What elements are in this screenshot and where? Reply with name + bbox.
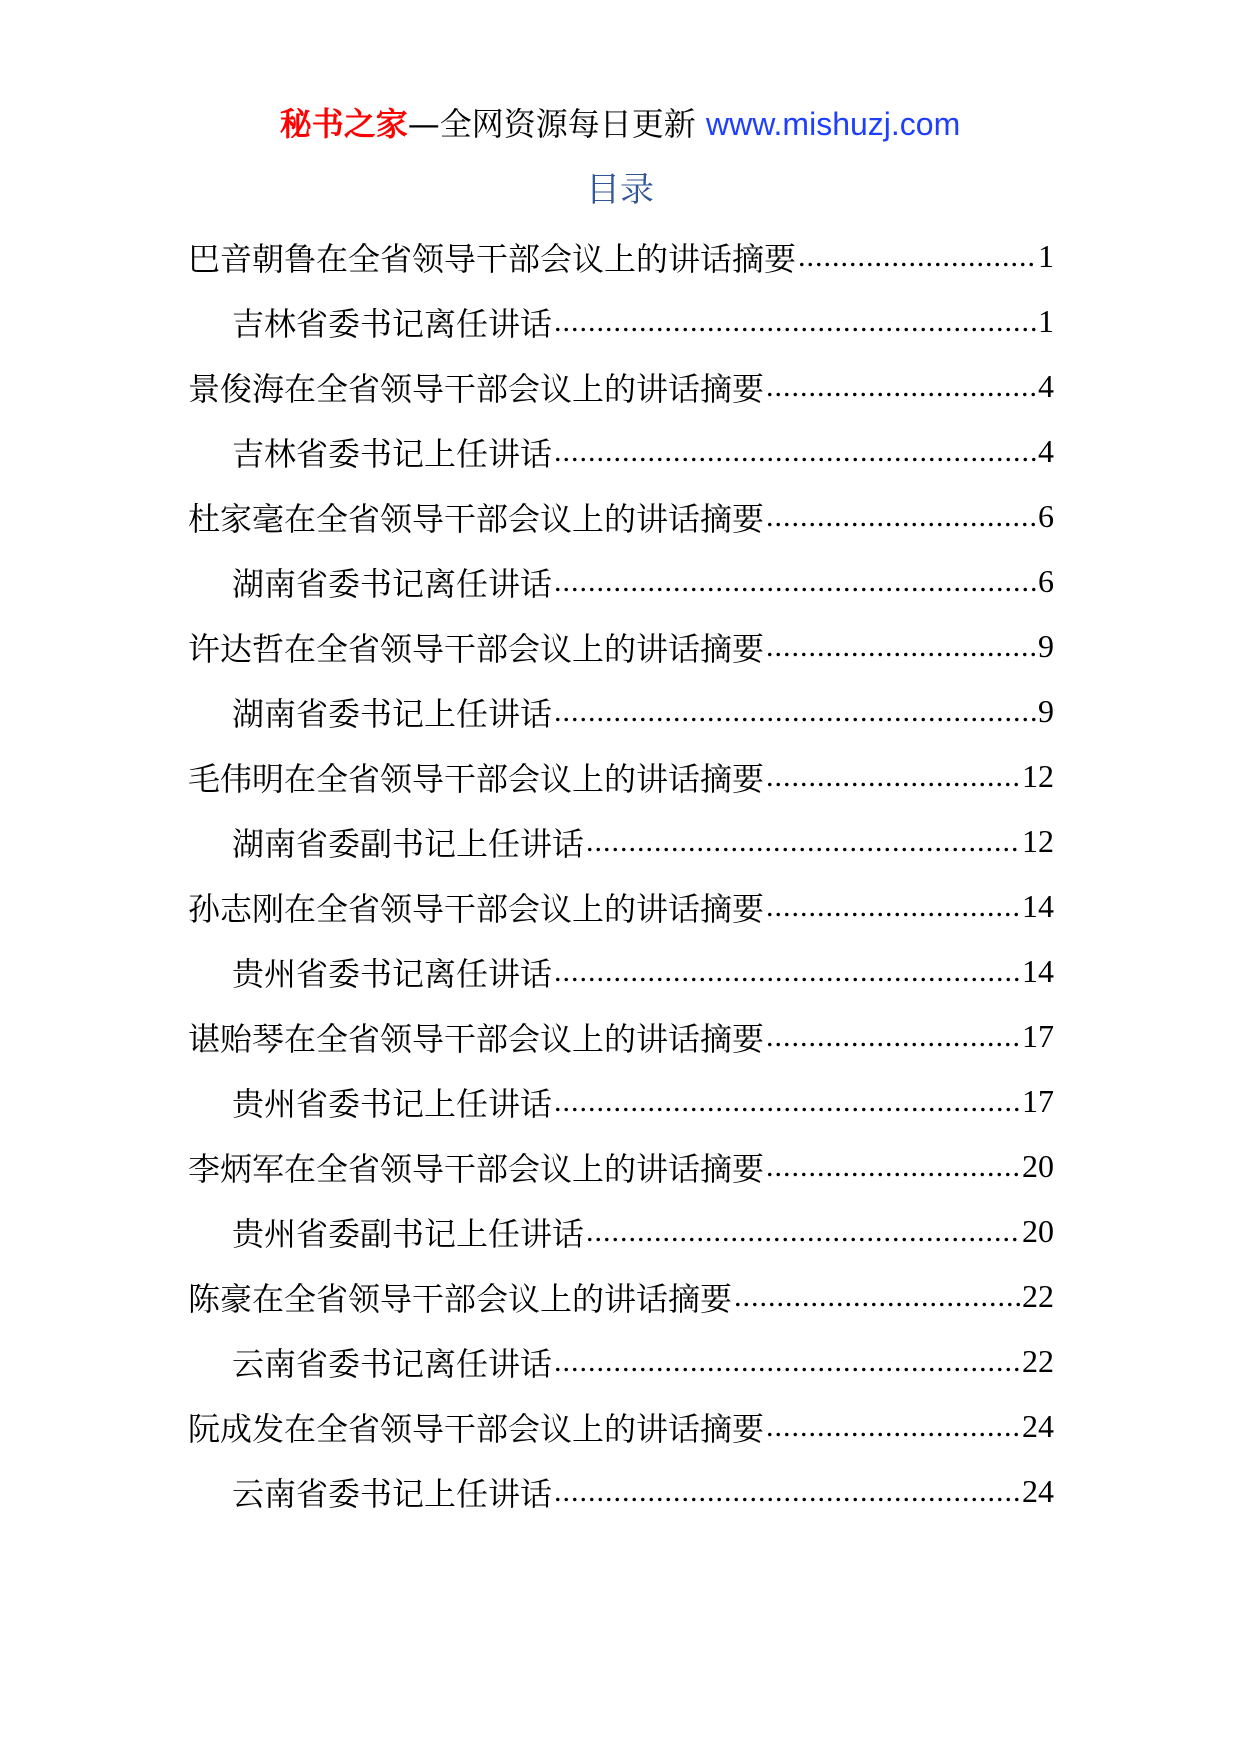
toc-entry-label: 湖南省委副书记上任讲话 xyxy=(232,824,585,863)
toc-entry-label: 吉林省委书记上任讲话 xyxy=(232,434,553,473)
toc-subentry[interactable] xyxy=(188,289,1054,354)
toc-subentry[interactable] xyxy=(188,679,1054,744)
toc-dot-leader xyxy=(586,825,1020,859)
toc-page-number: 4 xyxy=(1038,368,1054,404)
header-tagline: —全网资源每日更新 xyxy=(407,105,706,143)
toc-title: 目录 xyxy=(586,170,654,210)
toc-entry[interactable] xyxy=(188,1394,1054,1459)
toc-subentry[interactable] xyxy=(188,1069,1054,1134)
toc-page-number: 17 xyxy=(1022,1018,1054,1054)
toc-page-number: 9 xyxy=(1038,628,1054,664)
toc-entry-label: 孙志刚在全省领导干部会议上的讲话摘要 xyxy=(188,889,765,928)
toc-entry-label: 谌贻琴在全省领导干部会议上的讲话摘要 xyxy=(188,1019,765,1058)
toc-dot-leader xyxy=(766,1150,1020,1184)
toc-page-number: 17 xyxy=(1022,1083,1054,1119)
toc-entry[interactable] xyxy=(188,1134,1054,1199)
toc-entry-label: 巴音朝鲁在全省领导干部会议上的讲话摘要 xyxy=(188,239,797,278)
toc-page-number: 22 xyxy=(1022,1343,1054,1379)
page-header xyxy=(0,100,1240,148)
toc-page-number: 6 xyxy=(1038,498,1054,534)
toc-entry[interactable] xyxy=(188,224,1054,289)
toc-entry-label: 湖南省委书记离任讲话 xyxy=(232,564,553,603)
toc-page-number: 1 xyxy=(1038,303,1054,339)
toc-entry-label: 云南省委书记离任讲话 xyxy=(232,1344,553,1383)
toc-page-number: 12 xyxy=(1022,823,1054,859)
toc-subentry[interactable] xyxy=(188,1459,1054,1524)
toc-dot-leader xyxy=(554,1085,1020,1119)
toc-dot-leader xyxy=(766,1410,1020,1444)
toc-entry-label: 阮成发在全省领导干部会议上的讲话摘要 xyxy=(188,1409,765,1448)
toc-dot-leader xyxy=(798,240,1036,274)
toc-entry[interactable] xyxy=(188,614,1054,679)
toc-entry-label: 李炳军在全省领导干部会议上的讲话摘要 xyxy=(188,1149,765,1188)
toc-entry-label: 许达哲在全省领导干部会议上的讲话摘要 xyxy=(188,629,765,668)
toc-entry[interactable] xyxy=(188,744,1054,809)
toc-page-number: 20 xyxy=(1022,1213,1054,1249)
toc-dot-leader xyxy=(554,435,1036,469)
toc-entry-label: 景俊海在全省领导干部会议上的讲话摘要 xyxy=(188,369,765,408)
toc-entry-label: 吉林省委书记离任讲话 xyxy=(232,304,553,343)
toc-subentry[interactable] xyxy=(188,939,1054,1004)
toc-page-number: 14 xyxy=(1022,888,1054,924)
toc-dot-leader xyxy=(766,500,1036,534)
toc-entry-label: 贵州省委副书记上任讲话 xyxy=(232,1214,585,1253)
toc-entry[interactable] xyxy=(188,1004,1054,1069)
toc-dot-leader xyxy=(554,955,1020,989)
toc-entry[interactable] xyxy=(188,484,1054,549)
site-url-link[interactable]: www.mishuzj.com xyxy=(705,106,961,142)
toc-entry[interactable] xyxy=(188,354,1054,419)
toc-entry-label: 贵州省委书记离任讲话 xyxy=(232,954,553,993)
toc-dot-leader xyxy=(554,695,1036,729)
toc-dot-leader xyxy=(554,1345,1020,1379)
toc-page-number: 14 xyxy=(1022,953,1054,989)
toc-subentry[interactable] xyxy=(188,1329,1054,1394)
toc-entry[interactable] xyxy=(188,874,1054,939)
toc-entry-label: 湖南省委书记上任讲话 xyxy=(232,694,553,733)
toc-entry[interactable] xyxy=(188,1264,1054,1329)
toc-page-number: 20 xyxy=(1022,1148,1054,1184)
toc-entry-label: 贵州省委书记上任讲话 xyxy=(232,1084,553,1123)
toc-page-number: 22 xyxy=(1022,1278,1054,1314)
toc-page-number: 6 xyxy=(1038,563,1054,599)
toc-dot-leader xyxy=(554,565,1036,599)
toc-dot-leader xyxy=(766,890,1020,924)
toc-dot-leader xyxy=(586,1215,1020,1249)
toc-page-number: 4 xyxy=(1038,433,1054,469)
toc-dot-leader xyxy=(766,1020,1020,1054)
toc-subentry[interactable] xyxy=(188,809,1054,874)
brand-name: 秘书之家 xyxy=(279,105,408,143)
toc-entry-label: 陈豪在全省领导干部会议上的讲话摘要 xyxy=(188,1279,733,1318)
toc-dot-leader xyxy=(766,630,1036,664)
toc-page-number: 24 xyxy=(1022,1473,1054,1509)
toc-page-number: 24 xyxy=(1022,1408,1054,1444)
toc-subentry[interactable] xyxy=(188,549,1054,614)
toc-page-number: 1 xyxy=(1038,238,1054,274)
toc-dot-leader xyxy=(766,760,1020,794)
toc-dot-leader xyxy=(554,305,1036,339)
toc-entry-label: 毛伟明在全省领导干部会议上的讲话摘要 xyxy=(188,759,765,798)
toc-subentry[interactable] xyxy=(188,419,1054,484)
toc-subentry[interactable] xyxy=(188,1199,1054,1264)
toc-page-number: 12 xyxy=(1022,758,1054,794)
toc-entry-label: 杜家毫在全省领导干部会议上的讲话摘要 xyxy=(188,499,765,538)
toc-dot-leader xyxy=(554,1475,1020,1509)
table-of-contents xyxy=(188,224,1054,1524)
toc-dot-leader xyxy=(734,1280,1020,1314)
toc-page-number: 9 xyxy=(1038,693,1054,729)
toc-dot-leader xyxy=(766,370,1036,404)
toc-entry-label: 云南省委书记上任讲话 xyxy=(232,1474,553,1513)
